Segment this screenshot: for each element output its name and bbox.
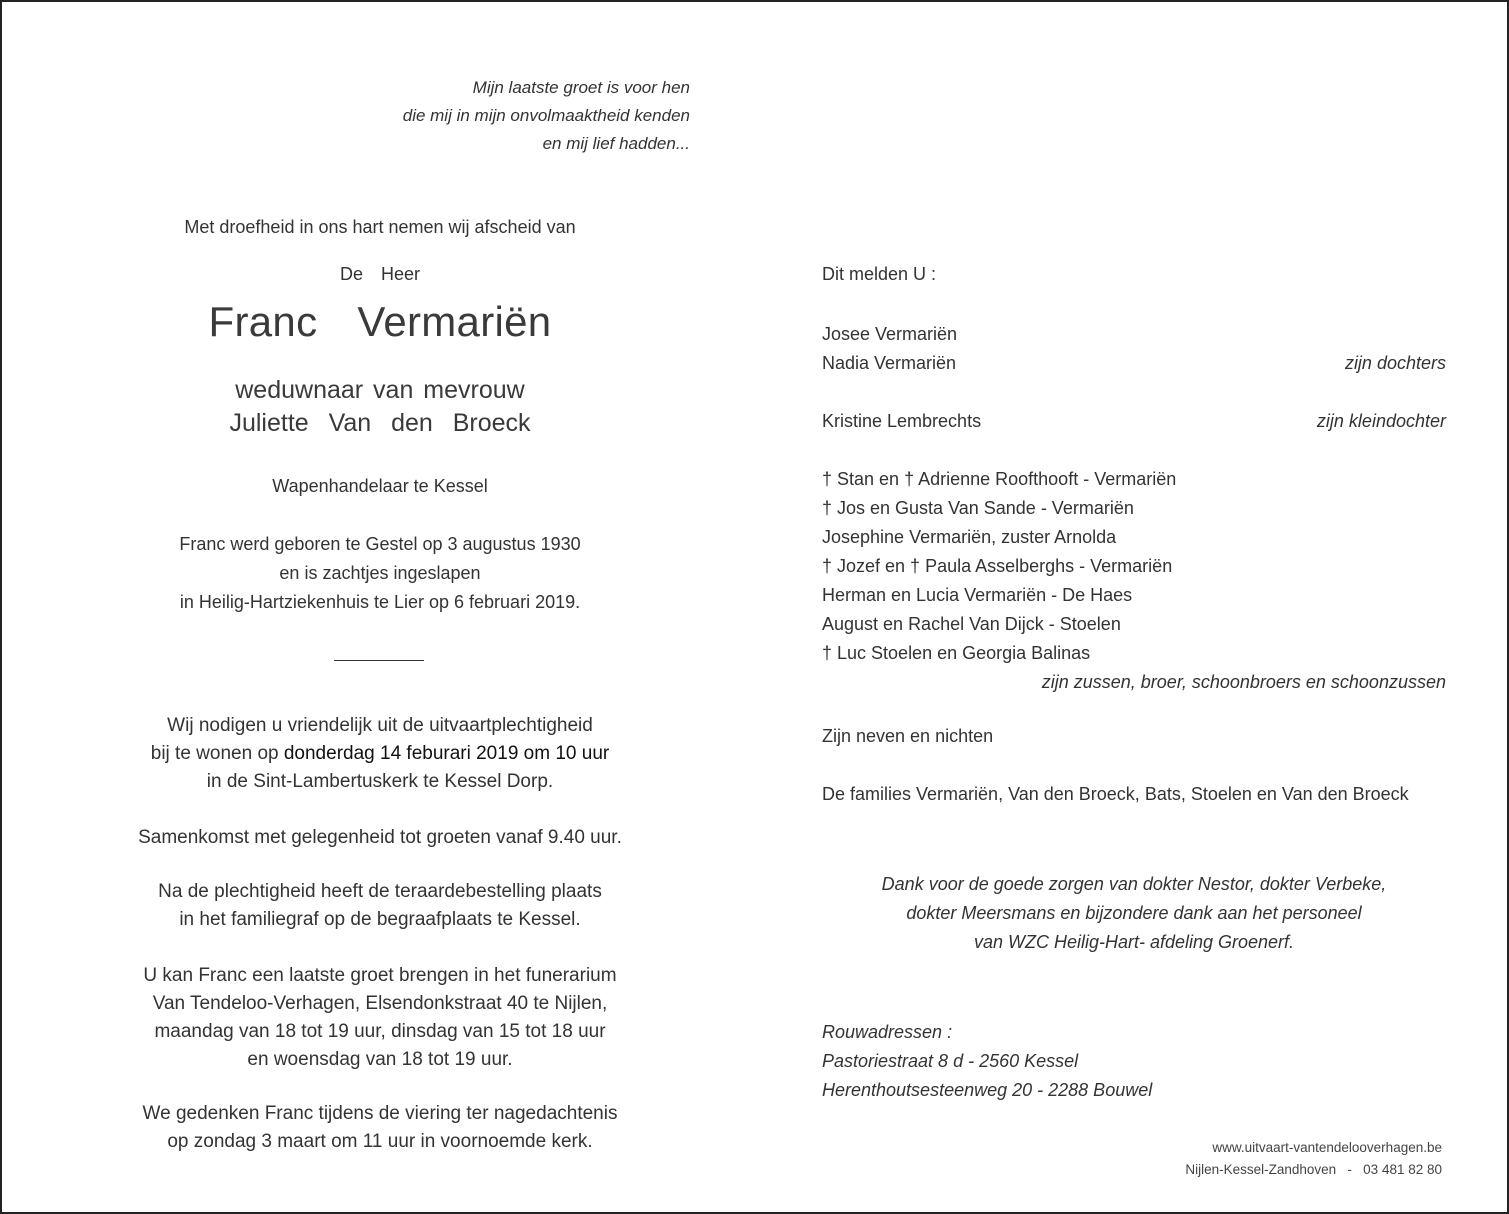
family-member: Josephine Vermariën, zuster Arnolda bbox=[822, 527, 1117, 547]
invitation-line: in de Sint-Lambertuskerk te Kessel Dorp. bbox=[206, 771, 554, 792]
family-member bbox=[822, 320, 1446, 349]
siblings-block bbox=[822, 465, 1446, 697]
intro-text: Met droefheid in ons hart nemen wij afscheid van bbox=[184, 217, 576, 237]
address-line: Pastoriestraat 8 d - 2560 Kessel bbox=[822, 1051, 1079, 1071]
thanks-line: dokter Meersmans en bijzondere dank aan het personeel bbox=[906, 903, 1362, 923]
funerarium-line: U kan Franc een laatste groet brengen in het funerarium bbox=[143, 965, 617, 986]
family-member: August en Rachel Van Dijck - Stoelen bbox=[822, 614, 1121, 634]
funerarium-line: Van Tendeloo-Verhagen, Elsendonkstraat 40 te Nijlen, bbox=[152, 993, 608, 1014]
invitation-prefix: bij te wonen op bbox=[150, 743, 284, 764]
funeral-home-contact: Nijlen-Kessel-Zandhoven - 03 481 82 80 bbox=[1185, 1162, 1442, 1177]
poem-line: die mij in mijn onvolmaaktheid kenden bbox=[402, 106, 690, 125]
memorial-line: op zondag 3 maart om 11 uur in voornoemde kerk. bbox=[167, 1131, 593, 1152]
member-name: Kristine Lembrechts bbox=[822, 411, 982, 431]
family-member: Herman en Lucia Vermariën - De Haes bbox=[822, 585, 1133, 605]
cousins-text: Zijn neven en nichten bbox=[822, 726, 994, 746]
invitation-line: Wij nodigen u vriendelijk uit de uitvaartplechtigheid bbox=[167, 715, 593, 736]
family-member: † Jos en Gusta Van Sande - Vermariën bbox=[822, 498, 1134, 518]
widower-text bbox=[102, 374, 658, 440]
poem-line: en mij lief hadden... bbox=[542, 134, 690, 153]
poem bbox=[302, 74, 690, 158]
mourning-addresses bbox=[822, 1018, 1152, 1105]
announce-heading: Dit melden U : bbox=[822, 264, 937, 284]
relation-label: zijn zussen, broer, schoonbroers en schoonzussen bbox=[1041, 672, 1446, 692]
funeral-home-website: www.uitvaart-vantendelooverhagen.be bbox=[1212, 1140, 1442, 1155]
funeral-invitation bbox=[102, 712, 658, 796]
granddaughter-block bbox=[822, 407, 1446, 436]
widower-line: weduwnaar van mevrouw bbox=[235, 376, 525, 404]
address-line: Herenthoutsesteenweg 20 - 2288 Bouwel bbox=[822, 1080, 1153, 1100]
address-heading: Rouwadressen : bbox=[822, 1022, 953, 1042]
thanks-line: Dank voor de goede zorgen van dokter Nestor, dokter Verbeke, bbox=[881, 874, 1387, 894]
funerarium-text bbox=[102, 962, 658, 1074]
memorial-text bbox=[102, 1100, 658, 1156]
family-member: † Jozef en † Paula Asselberghs - Vermariën bbox=[822, 556, 1173, 576]
born-line: in Heilig-Hartziekenhuis te Lier op 6 februari 2019. bbox=[179, 592, 581, 612]
daughters-block bbox=[822, 320, 1446, 378]
family-member: † Luc Stoelen en Georgia Balinas bbox=[822, 643, 1091, 663]
relation-label: zijn dochters bbox=[1344, 353, 1446, 373]
poem-line: Mijn laatste groet is voor hen bbox=[472, 78, 690, 97]
thanks-text bbox=[822, 870, 1446, 957]
burial-line: in het familiegraf op de begraafplaats te Kessel. bbox=[179, 909, 581, 930]
honorific: De Heer bbox=[339, 264, 421, 284]
funerarium-line: en woensdag van 18 tot 19 uur. bbox=[247, 1049, 513, 1070]
relation-label: zijn kleindochter bbox=[1316, 411, 1446, 431]
member-name: Nadia Vermariën bbox=[822, 353, 957, 373]
family-member bbox=[822, 349, 1446, 378]
families-text: De families Vermariën, Van den Broeck, Bats, Stoelen en Van den Broeck bbox=[822, 784, 1409, 804]
funerarium-line: maandag van 18 tot 19 uur, dinsdag van 15 tot 18 uur bbox=[154, 1021, 606, 1042]
memorial-line: We gedenken Franc tijdens de viering ter nagedachtenis bbox=[142, 1103, 618, 1124]
divider bbox=[334, 660, 424, 661]
member-name: Josee Vermariën bbox=[822, 324, 958, 344]
birth-death-text bbox=[102, 530, 658, 617]
occupation: Wapenhandelaar te Kessel bbox=[272, 476, 488, 496]
thanks-line: van WZC Heilig-Hart- afdeling Groenerf. bbox=[973, 932, 1295, 952]
burial-line: Na de plechtigheid heeft de teraardebestelling plaats bbox=[158, 881, 602, 902]
spouse-name: Juliette Van den Broeck bbox=[229, 409, 531, 437]
family-member: † Stan en † Adrienne Roofthooft - Vermariën bbox=[822, 469, 1177, 489]
invitation-line bbox=[102, 740, 658, 768]
funeral-date: donderdag 14 feburari 2019 om 10 uur bbox=[283, 743, 610, 764]
meeting-text: Samenkomst met gelegenheid tot groeten vanaf 9.40 uur. bbox=[138, 827, 622, 848]
born-line: en is zachtjes ingeslapen bbox=[279, 563, 481, 583]
family-member bbox=[822, 407, 1446, 436]
born-line: Franc werd geboren te Gestel op 3 augustus 1930 bbox=[179, 534, 581, 554]
burial-text bbox=[102, 878, 658, 934]
deceased-name: Franc Vermariën bbox=[208, 298, 552, 345]
